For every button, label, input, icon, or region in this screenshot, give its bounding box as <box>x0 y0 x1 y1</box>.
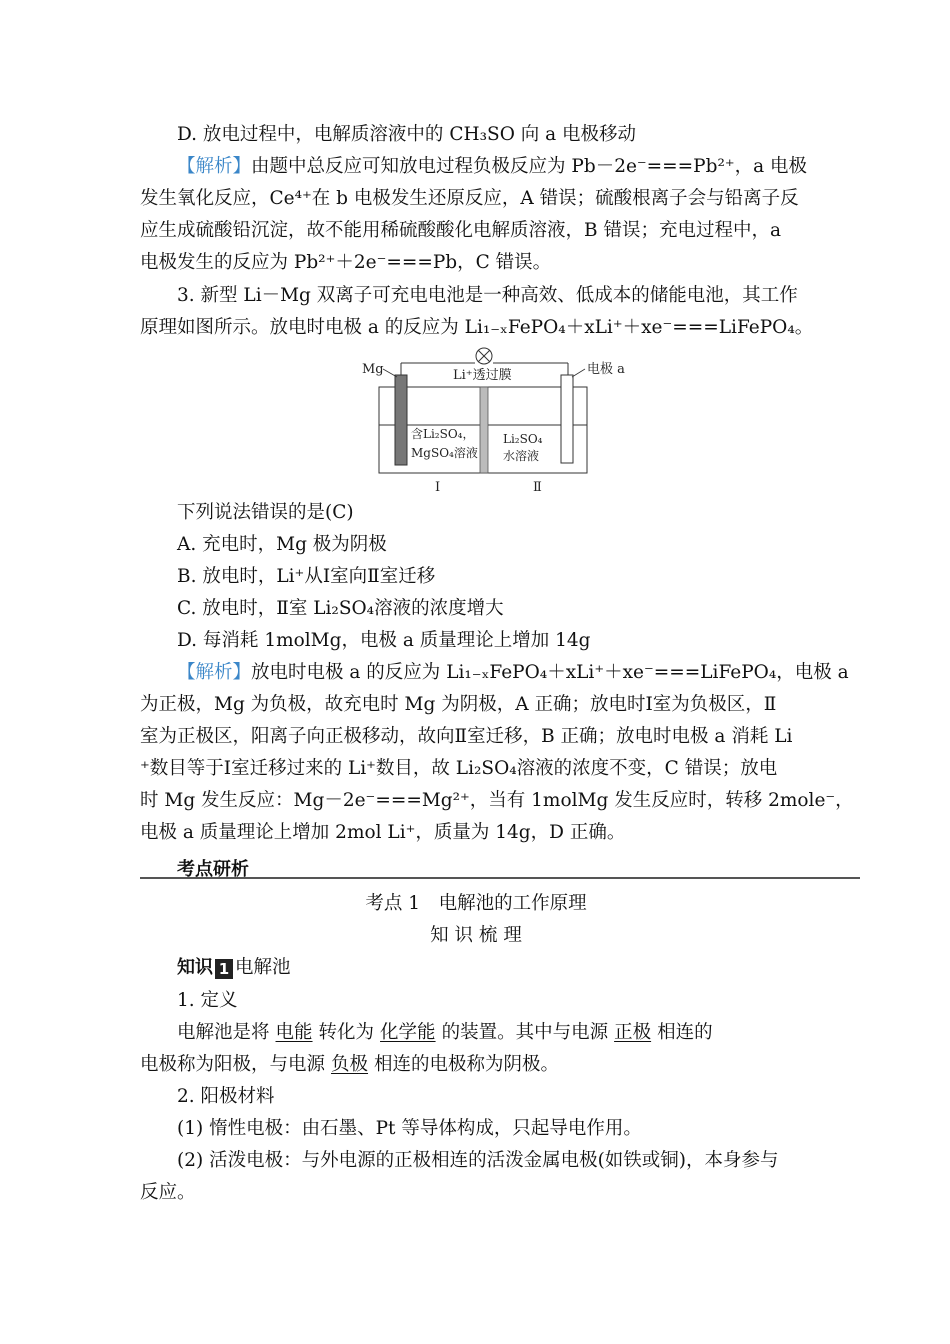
kaodian-title: 考点 1 电解池的工作原理 <box>365 893 587 914</box>
bulb-icon <box>476 348 492 364</box>
q3-option-b: B. 放电时，Li⁺从Ⅰ室向Ⅱ室迁移 <box>177 566 436 587</box>
li-membrane <box>480 387 488 473</box>
q2-option-d: D. 放电过程中，电解质溶液中的 CH₃SO 向 a 电极移动 <box>177 124 637 145</box>
blank-positive: 正极 <box>614 1022 652 1043</box>
anode-active-line-2: 反应。 <box>140 1182 196 1203</box>
q3-stem-line-1: 3. 新型 Li－Mg 双离子可充电电池是一种高效、低成本的储能电池，其工作 <box>177 285 798 306</box>
section-divider <box>140 877 860 879</box>
definition-heading: 1. 定义 <box>177 990 238 1011</box>
shuli-title: 知 识 梳 理 <box>430 925 522 946</box>
electrode-a <box>561 375 573 463</box>
q3-analysis-line-4: ⁺数目等于Ⅰ室迁移过来的 Li⁺数目，故 Li₂SO₄溶液的浓度不变，C 错误；放电 <box>140 758 778 779</box>
anode-active-line-1: (2) 活泼电极：与外电源的正极相连的活泼金属电极(如铁或铜)，本身参与 <box>177 1150 779 1171</box>
knowledge-title: 电解池 <box>235 957 291 978</box>
membrane-label: Li⁺透过膜 <box>453 368 512 383</box>
electrode-a-label: 电极 a <box>587 362 625 377</box>
room-1-label: Ⅰ <box>435 480 441 495</box>
blank-electric-energy: 电能 <box>275 1022 313 1043</box>
q2-analysis-line-4: 电极发生的反应为 Pb²⁺＋2e⁻===Pb，C 错误。 <box>140 252 552 273</box>
anode-heading: 2. 阳极材料 <box>177 1086 275 1107</box>
knowledge-prefix: 知识 <box>177 957 213 978</box>
q3-option-c: C. 放电时，Ⅱ室 Li₂SO₄溶液的浓度增大 <box>177 598 504 619</box>
battery-diagram <box>355 345 645 495</box>
q2-analysis-line-2: 发生氧化反应，Ce⁴⁺在 b 电极发生还原反应，A 错误；硫酸根离子会与铅离子反 <box>140 188 799 209</box>
definition-line-2: 电极称为阳极，与电源 负极 相连的电极称为阴极。 <box>140 1054 560 1075</box>
right-solution-line-2: 水溶液 <box>503 449 540 463</box>
knowledge-number-badge: 1 <box>215 959 233 979</box>
analysis-label: 【解析】 <box>177 156 252 177</box>
q3-analysis-line-1: 【解析】放电时电极 a 的反应为 Li₁₋ₓFePO₄＋xLi⁺＋xe⁻===LiFePO₄，电极 a <box>177 662 849 683</box>
q3-option-a: A. 充电时，Mg 极为阴极 <box>177 534 387 555</box>
q3-analysis-line-5: 时 Mg 发生反应：Mg－2e⁻===Mg²⁺，当有 1molMg 发生反应时，转移 2mole⁻， <box>140 790 854 811</box>
blank-chemical-energy: 化学能 <box>380 1022 436 1043</box>
q3-stem-line-2: 原理如图所示。放电时电极 a 的反应为 Li₁₋ₓFePO₄＋xLi⁺＋xe⁻===LiFePO₄。 <box>140 317 814 338</box>
left-solution-line-1: 含Li₂SO₄， <box>411 427 475 441</box>
right-solution-line-1: Li₂SO₄ <box>503 432 543 446</box>
room-2-label: Ⅱ <box>533 480 542 495</box>
q2-analysis-line-3: 应生成硫酸铅沉淀，故不能用稀硫酸酸化电解质溶液，B 错误；充电过程中，a <box>140 220 782 241</box>
left-solution-line-2: MgSO₄溶液 <box>411 446 478 460</box>
section-title: 考点研析 <box>177 859 249 880</box>
q3-analysis-line-3: 室为正极区，阳离子向正极移动，故向Ⅱ室迁移，B 正确；放电时电极 a 消耗 Li <box>140 726 793 747</box>
blank-negative: 负极 <box>331 1054 369 1075</box>
anode-inert: (1) 惰性电极：由石墨、Pt 等导体构成，只起导电作用。 <box>177 1118 642 1139</box>
mg-electrode <box>395 375 407 465</box>
analysis-label: 【解析】 <box>177 662 252 683</box>
mg-label: Mg <box>362 362 384 377</box>
knowledge-heading <box>177 953 291 979</box>
q3-analysis-line-6: 电极 a 质量理论上增加 2mol Li⁺，质量为 14g，D 正确。 <box>140 822 626 843</box>
q3-option-d: D. 每消耗 1molMg，电极 a 质量理论上增加 14g <box>177 630 591 651</box>
definition-line-1: 电解池是将 电能 转化为 化学能 的装置。其中与电源 正极 相连的 <box>177 1022 713 1043</box>
q3-analysis-line-2: 为正极，Mg 为负极，故充电时 Mg 为阴极，A 正确；放电时Ⅰ室为负极区，Ⅱ <box>140 694 777 715</box>
q2-analysis-line-1: 【解析】由题中总反应可知放电过程负极反应为 Pb－2e⁻===Pb²⁺，a 电极 <box>177 156 808 177</box>
q3-question: 下列说法错误的是(C) <box>177 502 354 523</box>
